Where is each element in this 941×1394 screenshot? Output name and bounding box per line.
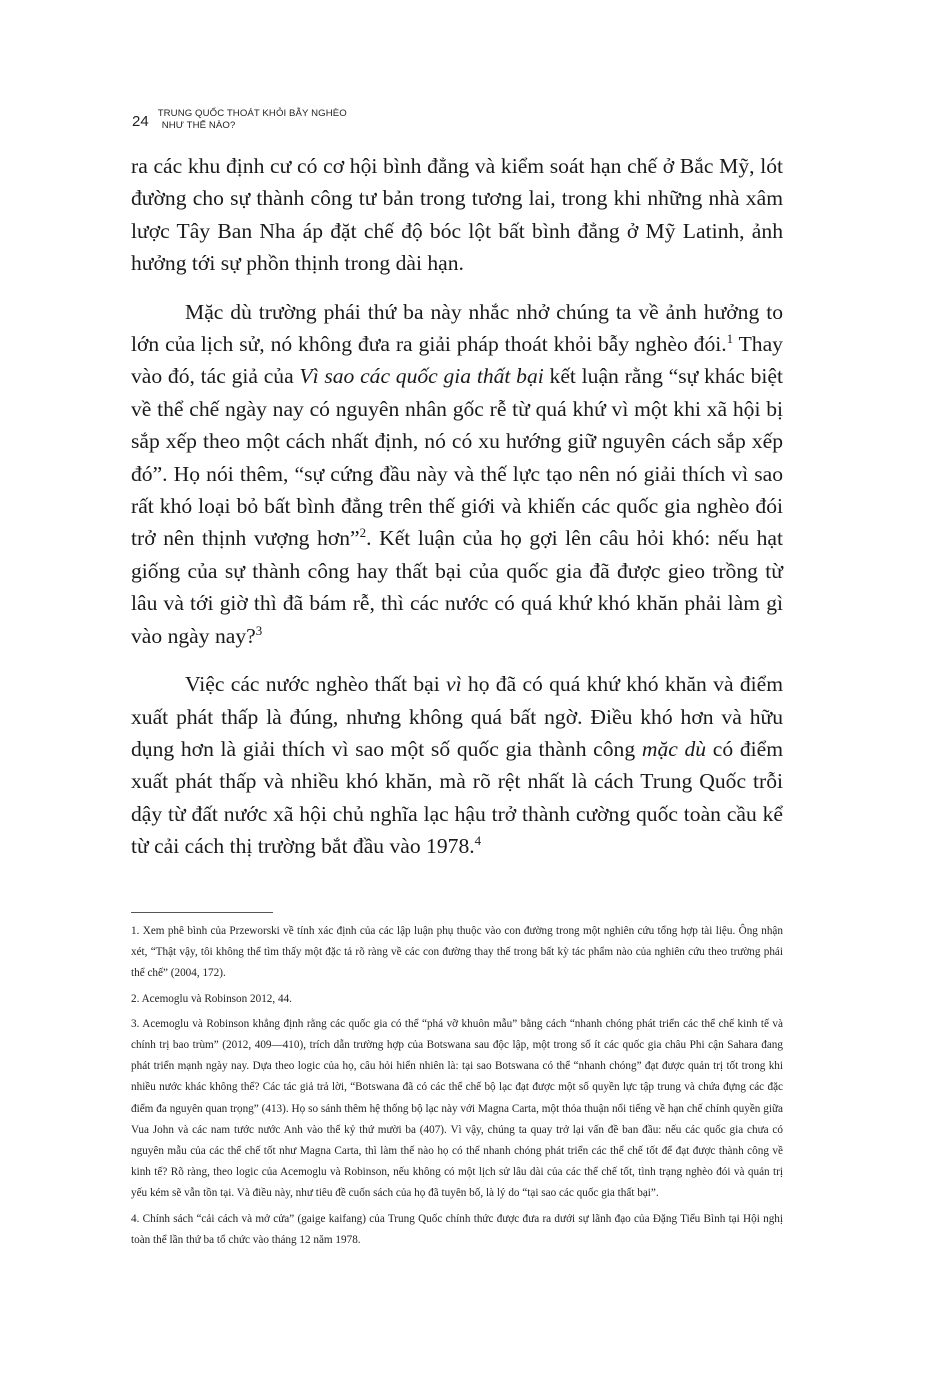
paragraph-2-text-c: kết luận rằng “sự khác biệt về thể chế ngày nay có nguyên nhân gốc rễ từ quá khứ vì một khi xã hội bị sắp xếp theo một cách nhất định, nó có xu hướng giữ nguyên cách sắp xếp đó”. Họ nói thêm, “sự cứng đầu này và thế lực tạo nên nó giải thích vì sao rất khó loại bỏ bất bình đẳng trên thế giới và khiến các quốc gia nghèo đói trở nên thịnh vượng hơn” [131, 364, 783, 551]
paragraph-3 [131, 668, 783, 862]
paragraph-3-text-c: có điểm xuất phát thấp và nhiều khó khăn, mà rõ rệt nhất là cách Trung Quốc trỗi dậy từ đất nước xã hội chủ nghĩa lạc hậu trở thành cường quốc toàn cầu kể từ cải cách thị trường bắt đầu vào 1978. [131, 736, 784, 859]
paragraph-1 [131, 150, 783, 280]
paragraph-2-text-b: Thay vào đó, tác giả của [131, 332, 783, 389]
running-title [158, 108, 347, 132]
paragraph-1-text: ra các khu định cư có cơ hội bình đẳng và kiểm soát hạn chế ở Bắc Mỹ, lót đường cho sự thành công tư bản trong tương lai, trong khi những nhà xâm lược Tây Ban Nha áp đặt chế độ bóc lột bất bình đẳng ở Mỹ Latinh, ảnh hưởng tới sự phồn thịnh trong dài hạn. [131, 154, 783, 276]
paragraph-3-text-b: họ đã có quá khứ khó khăn và điểm xuất phát thấp là đúng, nhưng không quá bất ngờ. Điều khó hơn và hữu dụng hơn là giải thích vì sao một số quốc gia thành công [131, 672, 783, 761]
main-text [131, 150, 783, 879]
page-number: 24 [132, 113, 149, 130]
footnote-3: 3. Acemoglu và Robinson khẳng định rằng các quốc gia có thể “phá vỡ khuôn mẫu” bằng cách “nhanh chóng phát triển các thể chế kinh tế và chính trị bao trùm” (2012, 409—410), trích dẫn trường hợp của Botswana sau độc lập, một trong số ít các quốc gia châu Phi cận Sahara đang phát triển mạnh ngày nay. Dựa theo logic của họ, câu hỏi hiển nhiên là: tại sao Botswana có thể “nhanh chóng” đạt được quản trị tốt trong khi nhiều nước khác không thể? Các tác giả trả lời, “Botswana đã có các thể chế bộ lạc đạt được một số quyền lực tập trung và chứa đựng các đặc điểm đa nguyên quan trọng” (413). Họ so sánh thêm hệ thống bộ lạc này với Magna Carta, một thỏa thuận nổi tiếng về hạn chế chính quyền giữa Vua John và các nam tước nước Anh vào thế kỷ thứ mười ba (407). Vì vậy, chúng ta quay trở lại vấn đề ban đầu: nếu các quốc gia chưa có nguyên mẫu của các thể chế tốt như Magna Carta, thì làm thế nào họ có thể nhanh chóng phát triển các thể chế tốt để đạt được thành công về kinh tế? Rõ ràng, theo logic của Acemoglu và Robinson, nếu không có một lịch sử lâu dài của các thể chế tốt, tình trạng nghèo đói và quản trị yếu kém sẽ vẫn tồn tại. Và điều này, như tiêu đề cuốn sách của họ đã tuyên bố, là lý do “tại sao các quốc gia thất bại”. [131, 1017, 783, 1200]
running-header [132, 108, 347, 132]
footnote-ref-3: 3 [255, 622, 263, 638]
footnote-2: 2. Acemoglu và Robinson 2012, 44. [131, 992, 292, 1005]
footnote-4: 4. Chính sách “cải cách và mở cửa” (gaige kaifang) của Trung Quốc chính thức được đưa ra dưới sự lãnh đạo của Đặng Tiểu Bình tại Hội nghị toàn thể lần thứ ba tổ chức vào tháng 12 năm 1978. [131, 1212, 783, 1246]
footnote-1: 1. Xem phê bình của Przeworski về tính xác định của các lập luận phụ thuộc vào con đường trong một nghiên cứu tổng hợp tài liệu. Ông nhận xét, “Thật vậy, tôi không thể tìm thấy một đặc tả rõ ràng về các con đường thay thế trong bất kỳ tác phẩm nào của nghiên cứu theo trường phái thể chế” (2004, 172). [131, 925, 783, 980]
emphasis-vi: vì [446, 672, 462, 697]
footnote-ref-2: 2 [359, 525, 367, 541]
paragraph-2 [131, 296, 783, 652]
running-title-line2: NHƯ THẾ NÀO? [161, 120, 236, 131]
footnotes [131, 921, 783, 1255]
paragraph-2-text-a: Mặc dù trường phái thứ ba này nhắc nhở chúng ta về ảnh hưởng to lớn của lịch sử, nó không đưa ra giải pháp thoát khỏi bẫy nghèo đói. [131, 299, 783, 357]
book-title: Vì sao các quốc gia thất bại [299, 364, 544, 389]
paragraph-2-text-d: . Kết luận của họ gợi lên câu hỏi khó: nếu hạt giống của sự thành công hay thất bại của quốc gia đã được gieo trồng từ lâu và tới giờ thì đã bám rễ, thì các nước có quá khứ khó khăn phải làm gì vào ngày nay? [131, 526, 783, 648]
running-title-line1: TRUNG QUỐC THOÁT KHỎI BẪY NGHÈO [157, 108, 347, 119]
footnote-separator [131, 912, 273, 913]
footnote-ref-4: 4 [474, 832, 482, 848]
footnote-ref-1: 1 [726, 330, 734, 346]
paragraph-3-text-a: Việc các nước nghèo thất bại [185, 672, 447, 697]
emphasis-mac-du: mặc dù [641, 736, 707, 761]
